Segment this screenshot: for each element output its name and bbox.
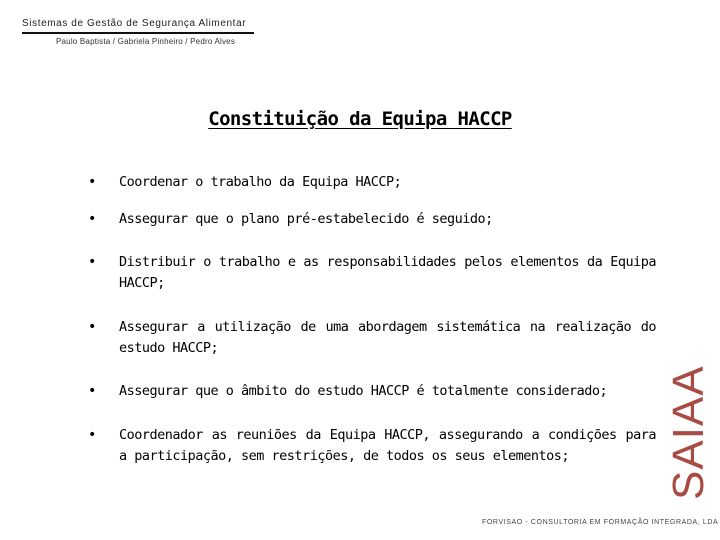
bullet-item bbox=[88, 381, 656, 402]
bullet-icon: • bbox=[88, 254, 97, 270]
bullet-item bbox=[88, 252, 656, 294]
bullet-icon: • bbox=[88, 174, 97, 190]
bullet-item bbox=[88, 317, 656, 359]
bullet-text: Assegurar que o âmbito do estudo HACCP é totalmente considerado; bbox=[119, 383, 608, 399]
saiaa-logo: SAIAA bbox=[664, 365, 713, 500]
header-authors: Paulo Baptista / Gabriela Pinheiro / Pedro Alves bbox=[56, 37, 236, 46]
bullet-text: Coordenador as reuniões da Equipa HACCP, assegurando a condições para a participação, sem restrições, de todos os seus elementos; bbox=[119, 427, 656, 464]
bullet-text: Assegurar que o plano pré-estabelecido é seguido; bbox=[119, 211, 493, 227]
bullet-item bbox=[88, 209, 656, 230]
bullet-text: Coordenar o trabalho da Equipa HACCP; bbox=[119, 174, 402, 190]
bullet-item bbox=[88, 172, 656, 193]
bullet-icon: • bbox=[88, 211, 97, 227]
bullet-text: Distribuir o trabalho e as responsabilidades pelos elementos da Equipa HACCP; bbox=[119, 254, 656, 291]
footer-company: FORVISAO - CONSULTORIA EM FORMAÇÃO INTEGRADA, LDA bbox=[482, 519, 719, 526]
bullet-item bbox=[88, 425, 656, 467]
bullet-icon: • bbox=[88, 319, 97, 335]
bullet-icon: • bbox=[88, 427, 97, 443]
bullet-icon: • bbox=[88, 383, 97, 399]
bullet-text: Assegurar a utilização de uma abordagem sistemática na realização do estudo HACCP; bbox=[119, 319, 656, 356]
slide-title: Constituição da Equipa HACCP bbox=[208, 108, 512, 130]
header-divider bbox=[22, 32, 254, 34]
header-title: Sistemas de Gestão de Segurança Alimentar bbox=[22, 18, 247, 29]
header bbox=[22, 18, 252, 46]
